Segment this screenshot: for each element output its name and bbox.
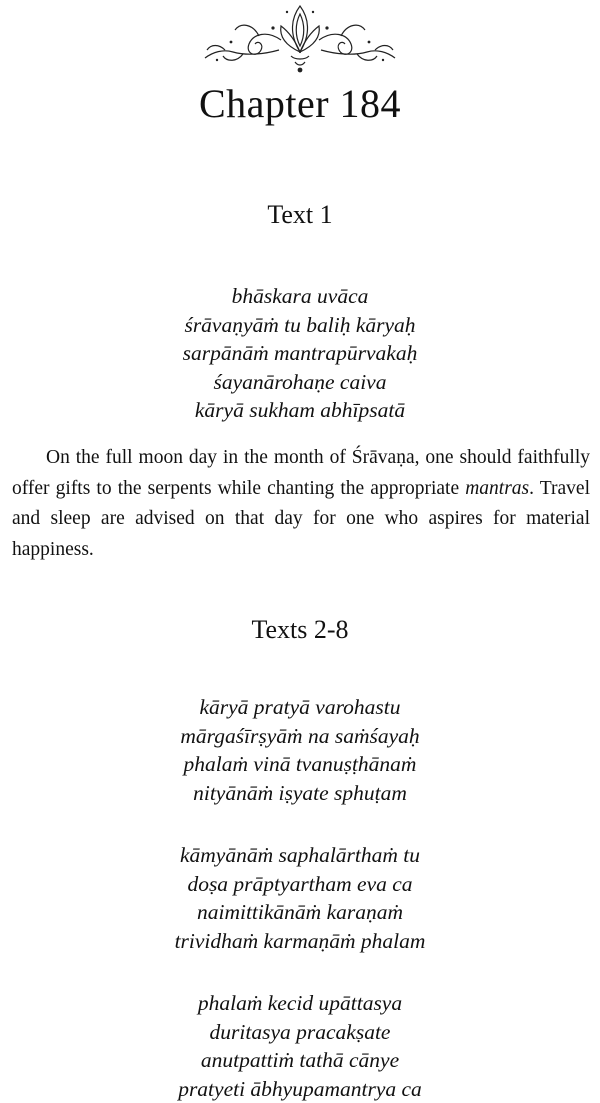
verse-block: [0, 841, 600, 955]
verse-line: kāmyānāṁ saphalārthaṁ tu: [0, 841, 600, 870]
verse-line: naimittikānāṁ karaṇaṁ: [0, 898, 600, 927]
verse-block: [0, 989, 600, 1103]
verse-line: anutpattiṁ tathā cānye: [0, 1046, 600, 1075]
chapter-title: Chapter 184: [0, 76, 600, 132]
verse-line: mārgaśīrṣyāṁ na saṁśayaḥ: [0, 722, 600, 751]
verse-line: kāryā sukham abhīpsatā: [0, 396, 600, 425]
verse-line: pratyeti ābhyupamantrya ca: [0, 1075, 600, 1103]
translation-paragraph: [12, 443, 590, 565]
verse-line: phalaṁ vinā tvanuṣṭhānaṁ: [0, 750, 600, 779]
verse-line: doṣa prāptyartham eva ca: [0, 870, 600, 899]
verse-line: bhāskara uvāca: [0, 282, 600, 311]
verse-block: [0, 282, 600, 425]
verse-line: phalaṁ kecid upāttasya: [0, 989, 600, 1018]
section-heading-text-1: Text 1: [0, 198, 600, 232]
verse-line: śrāvaṇyāṁ tu baliḥ kāryaḥ: [0, 311, 600, 340]
verse-line: sarpānāṁ mantrapūrvakaḥ: [0, 339, 600, 368]
verse-line: duritasya pracakṣate: [0, 1018, 600, 1047]
floral-ornament-icon: [195, 0, 405, 80]
translation-text: . Travel and sleep are advised on that day for one who aspires for material happiness.: [12, 478, 590, 560]
verse-line: trividhaṁ karmaṇāṁ phalam: [0, 927, 600, 956]
verse-block: [0, 693, 600, 807]
verse-line: nityānāṁ iṣyate sphuṭam: [0, 779, 600, 808]
verse-line: kāryā pratyā varohastu: [0, 693, 600, 722]
verse-line: śayanārohaṇe caiva: [0, 368, 600, 397]
section-heading-texts-2-8: Texts 2-8: [0, 613, 600, 647]
translation-text: On the full moon day in the month of Śrāvaṇa, one should faithfully offer gifts to the serpents while chanting the appropriate: [12, 447, 590, 499]
translation-italic-term: mantras: [465, 478, 529, 499]
